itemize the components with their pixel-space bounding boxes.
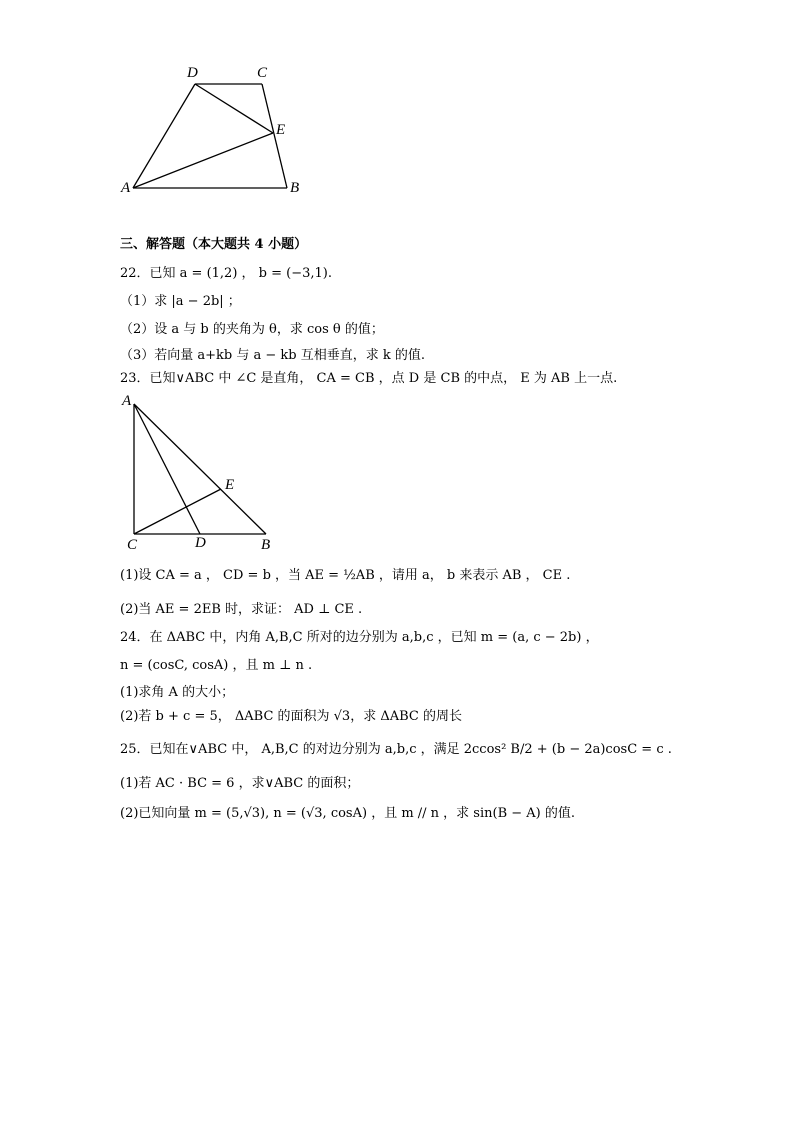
- segment-CE: [134, 489, 221, 534]
- q22-stem: 22．已知 a = (1,2) ， b = (−3,1).: [120, 266, 332, 281]
- q24-stem-continued: n = (cosC, cosA) ，且 m ⊥ n .: [120, 658, 313, 673]
- q24-part1: (1)求角 A 的大小；: [120, 685, 235, 700]
- q23-stem: 23．已知∨ABC 中 ∠C 是直角， CA = CB ，点 D 是 CB 的中点， E 为 AB 上一点.: [120, 371, 618, 386]
- label-A: A: [122, 393, 132, 409]
- label-E: E: [225, 477, 235, 493]
- q22-part2: （2）设 a 与 b 的夹角为 θ，求 cos θ 的值；: [120, 322, 384, 337]
- q25-stem: 25．已知在∨ABC 中， A,B,C 的对边分别为 a,b,c ，满足 2ccos² B/2 + (b − 2a)cosC = c .: [120, 742, 672, 757]
- q23-part1: (1)设 CA = a ， CD = b ，当 AE = ½AB ，请用 a， b 来表示 AB ， CE .: [120, 568, 571, 583]
- label-A: A: [121, 180, 131, 196]
- q22-part3: （3）若向量 a+kb 与 a − kb 互相垂直，求 k 的值.: [120, 348, 426, 363]
- q25-part1: (1)若 AC · BC = 6 ，求∨ABC 的面积；: [120, 776, 360, 791]
- segment-AB: [134, 404, 266, 534]
- label-C: C: [257, 65, 268, 81]
- label-D: D: [195, 535, 206, 551]
- q22-part1: （1）求 |a − 2b| ；: [120, 294, 241, 309]
- label-D: D: [187, 65, 198, 81]
- label-B: B: [261, 537, 271, 553]
- segment-AD: [134, 404, 200, 534]
- section-heading: 三、解答题（本大题共 4 小题）: [120, 237, 308, 252]
- label-E: E: [276, 122, 286, 138]
- q24-part2: (2)若 b + c = 5， ΔABC 的面积为 √3，求 ΔABC 的周长: [120, 709, 462, 724]
- q24-stem: 24．在 ΔABC 中，内角 A,B,C 所对的边分别为 a,b,c ，已知 m = (a, c − 2b) ，: [120, 630, 599, 645]
- label-C: C: [127, 537, 138, 553]
- label-B: B: [290, 180, 300, 196]
- q23-part2: (2)当 AE = 2EB 时，求证： AD ⊥ CE .: [120, 602, 363, 617]
- q25-part2: (2)已知向量 m = (5,√3), n = (√3, cosA) ，且 m // n ，求 sin(B − A) 的值.: [120, 806, 576, 821]
